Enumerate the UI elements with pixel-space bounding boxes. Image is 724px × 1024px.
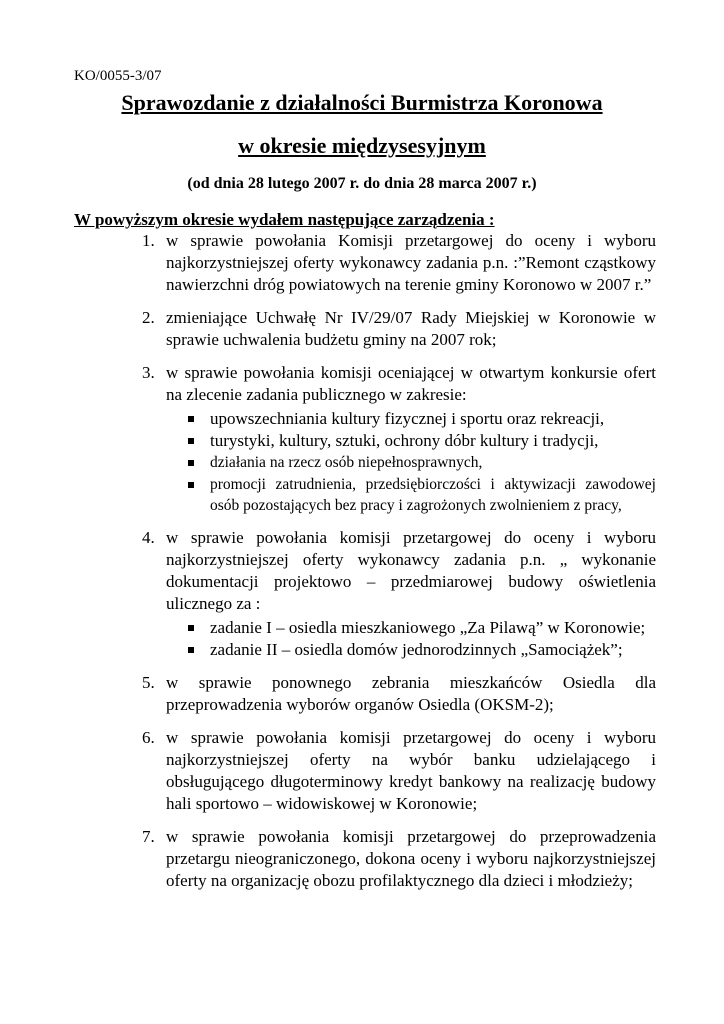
ordinance-list	[142, 230, 656, 903]
list-item	[142, 307, 656, 351]
item-text: w sprawie powołania komisji przetargowej do oceny i wyboru najkorzystniejszej oferty wykonawcy zadania p.n. „ wykonanie dokumentacji projektowo – przedmiarowej budowy oświetlenia ulicznego za :	[166, 528, 656, 613]
sub-item: upowszechniania kultury fizycznej i sportu oraz rekreacji,	[210, 408, 656, 430]
item-text: w sprawie powołania komisji przetargowej do przeprowadzenia przetargu nieograniczonego, dokona oceny i wyboru najkorzystniejszej oferty na organizację obozu profilaktycznego dla dzieci i młodzieży;	[166, 827, 656, 890]
list-item	[142, 826, 656, 892]
sub-list	[166, 408, 656, 516]
item-number: 3.	[142, 363, 155, 382]
sub-item: działania na rzecz osób niepełnosprawnych,	[210, 452, 656, 474]
item-number: 4.	[142, 528, 155, 547]
sub-list	[166, 617, 656, 661]
list-item	[142, 230, 656, 296]
document-title: Sprawozdanie z działalności Burmistrza Koronowa	[121, 90, 603, 115]
reference-number: KO/0055-3/07	[74, 68, 162, 84]
item-text: w sprawie powołania komisji oceniającej w otwartym konkursie ofert na zlecenie zadania publicznego w zakresie:	[166, 363, 656, 404]
list-item	[142, 727, 656, 815]
item-number: 6.	[142, 728, 155, 747]
list-item	[142, 672, 656, 716]
item-text: w sprawie ponownego zebrania mieszkańców Osiedla dla przeprowadzenia wyborów organów Osiedla (OKSM-2);	[166, 673, 656, 714]
item-number: 1.	[142, 231, 155, 250]
item-text: zmieniające Uchwałę Nr IV/29/07 Rady Miejskiej w Koronowie w sprawie uchwalenia budżetu gminy na 2007 rok;	[166, 308, 656, 349]
document-subtitle: w okresie międzysesyjnym	[238, 133, 486, 158]
list-item	[142, 527, 656, 661]
sub-item: zadanie I – osiedla mieszkaniowego „Za Pilawą” w Koronowie;	[210, 617, 656, 639]
sub-item: zadanie II – osiedla domów jednorodzinnych „Samociążek”;	[210, 639, 656, 661]
item-number: 2.	[142, 308, 155, 327]
sub-item: promocji zatrudnienia, przedsiębiorczości i aktywizacji zawodowej osób pozostających bez pracy i zagrożonych zwolnieniem z pracy,	[210, 476, 656, 514]
reporting-period: (od dnia 28 lutego 2007 r. do dnia 28 marca 2007 r.)	[187, 175, 537, 192]
item-number: 5.	[142, 673, 155, 692]
item-number: 7.	[142, 827, 155, 846]
sub-item: turystyki, kultury, sztuki, ochrony dóbr kultury i tradycji,	[210, 430, 656, 452]
intro-heading: W powyższym okresie wydałem następujące zarządzenia :	[74, 210, 495, 229]
item-text: w sprawie powołania Komisji przetargowej do oceny i wyboru najkorzystniejszej oferty wykonawcy zadania p.n. :”Remont cząstkowy nawierzchni dróg powiatowych na terenie gminy Koronowo w 2007 r.”	[166, 231, 656, 294]
list-item	[142, 362, 656, 516]
item-text: w sprawie powołania komisji przetargowej do oceny i wyboru najkorzystniejszej oferty na wybór banku udzielającego i obsługującego długoterminowy kredyt bankowy na realizację budowy hali sportowo – widowiskowej w Koronowie;	[166, 728, 656, 813]
